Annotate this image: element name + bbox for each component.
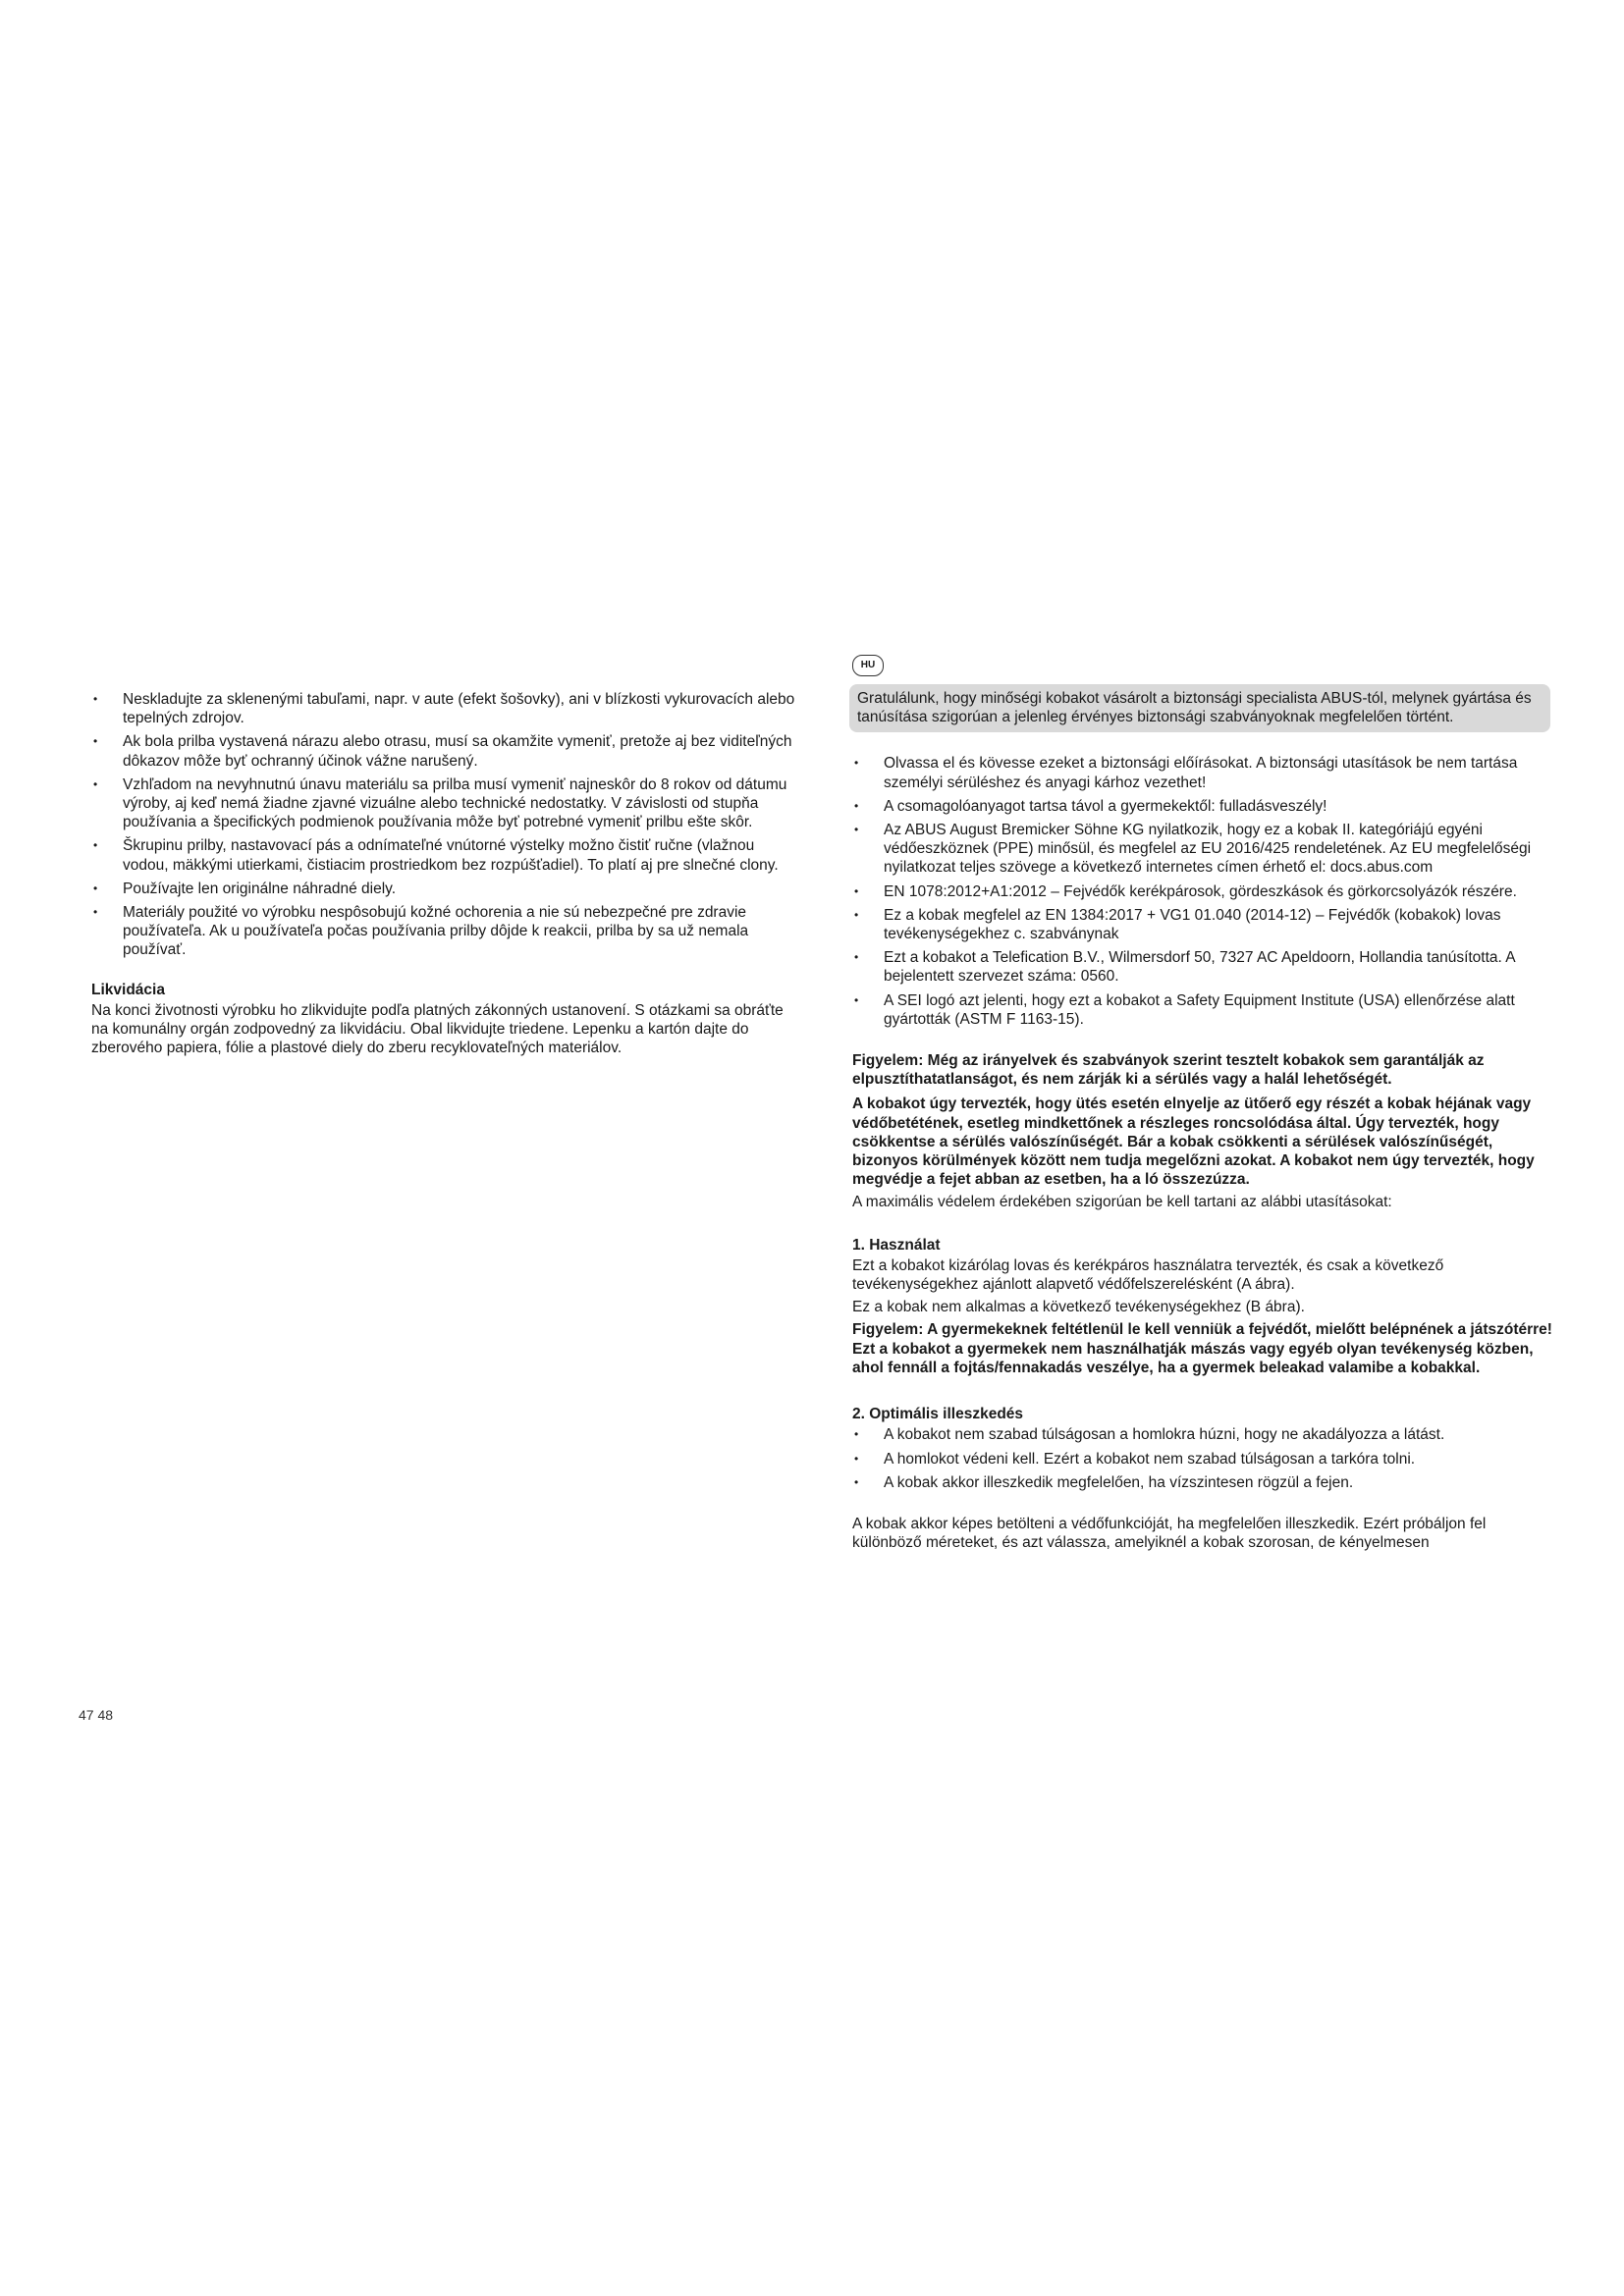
- list-item: • Ez a kobak megfelel az EN 1384:2017 + VG1 01.040 (2014-12) – Fejvédők (kobakok) lovas tevékenységekhez c. szabványnak: [852, 906, 1555, 943]
- list-item: • Olvassa el és kövesse ezeket a biztonsági előírásokat. A biztonsági utasítások be nem tartása személyi sérüléshez és anyagi kárhoz vezethet!: [852, 754, 1555, 791]
- list-item: • Materiály použité vo výrobku nespôsobujú kožné ochorenia a nie sú nebezpečné pre zdravie používateľa. Ak u používateľa počas používania prilby dôjde k reakcii, prilba by sa už nemala používať.: [91, 903, 798, 960]
- children-warning: Figyelem: A gyermekeknek feltétlenül le kell venniük a fejvédőt, mielőtt belépnének a játszótérre! Ezt a kobakot a gyermekek nem használhatják mászás vagy egyéb olyan tevékenység közben, ahol fennáll a fojtás/fennakadás veszélye, ha a gyermek beleakad valamibe a kobakkal.: [852, 1321, 1552, 1376]
- usage-text: Ezt a kobakot kizárólag lovas és kerékpáros használatra tervezték, és csak a következő tevékenységekhez ajánlott alapvető védőfelszerelésként (A ábra).: [852, 1256, 1444, 1294]
- fit-bullet-list: [852, 1425, 1555, 1492]
- max-protection-text: A maximális védelem érdekében szigorúan be kell tartani az alábbi utasításokat:: [852, 1194, 1392, 1211]
- left-bullet-list: [91, 690, 798, 960]
- list-item: • Škrupinu prilby, nastavovací pás a odnímateľné vnútorné výstelky možno čistiť ručne (vlažnou vodou, mäkkými utierkami, čistiacim prostriedkom bez rozpúšťadiel). To platí aj pre slnečné clony.: [91, 836, 798, 874]
- list-item: • A kobak akkor illeszkedik megfelelően, ha vízszintesen rögzül a fejen.: [852, 1473, 1555, 1492]
- right-column: [852, 654, 1555, 1552]
- list-item: • EN 1078:2012+A1:2012 – Fejvédők kerékpárosok, gördeszkások és görkorcsolyázók részére.: [852, 882, 1555, 901]
- page-numbers: 47 48: [79, 1707, 114, 1723]
- list-item: • Ak bola prilba vystavená nárazu alebo otrasu, musí sa okamžite vymeniť, pretože aj bez viditeľných dôkazov môže byť ochranný účinok vážne narušený.: [91, 732, 798, 770]
- list-item: • A SEI logó azt jelenti, hogy ezt a kobakot a Safety Equipment Institute (USA) ellenőrzése alatt gyártották (ASTM F 1163-15).: [852, 991, 1555, 1029]
- intro-box: [849, 684, 1550, 732]
- section-heading-usage: 1. Használat: [852, 1236, 941, 1254]
- intro-text: Gratulálunk, hogy minőségi kobakot vásárolt a biztonsági specialista ABUS-tól, melynek gyártása és tanúsítása szigorúan a jelenleg érvényes biztonsági szabványoknak megfelelően történt.: [857, 690, 1532, 726]
- list-item: • A homlokot védeni kell. Ezért a kobakot nem szabad túlságosan a tarkóra tolni.: [852, 1450, 1555, 1468]
- section-heading-fit: 2. Optimális illeszkedés: [852, 1406, 1024, 1423]
- left-column: [91, 690, 798, 1057]
- warning-text: A kobakot úgy tervezték, hogy ütés esetén elnyelje az ütőerő egy részét a kobak héjának vagy védőbetétének, esetleg mindkettőnek a részleges roncsolódása által. Úgy tervezték, hogy csökkentse a sérülés valószínűségét. Bár a kobak csökkenti a sérülések valószínűségét, bizonyos körülmények között nem tudja megelőzni azokat. A kobakot nem úgy tervezték, hogy megvédje a fejet abban az esetben, ha a ló összezúzza.: [852, 1095, 1535, 1189]
- list-item: • Vzhľadom na nevyhnutnú únavu materiálu sa prilba musí vymeniť najneskôr do 8 rokov od dátumu výroby, aj keď nemá žiadne zjavné vizuálne alebo technické nedostatky. V závislosti od stupňa používania a špecifických podmienok používania môže byť potrebné vymeniť prilbu ešte skôr.: [91, 775, 798, 832]
- disposal-text: Na konci životnosti výrobku ho zlikvidujte podľa platných zákonných ustanovení. S otázkami sa obráťte na komunálny orgán zodpovedný za likvidáciu. Obal likvidujte triedene. Lepenku a kartón dajte do zberového papiera, fólie a plastové diely do zberu recyklovateľných materiálov.: [91, 1001, 784, 1057]
- list-item: • Neskladujte za sklenenými tabuľami, napr. v aute (efekt šošovky), ani v blízkosti vykurovacích alebo tepelných zdrojov.: [91, 690, 798, 727]
- list-item: • Az ABUS August Bremicker Söhne KG nyilatkozik, hogy ez a kobak II. kategóriájú egyéni védőeszköznek (PPE) minősül, és megfelel az EU 2016/425 rendeletének. Az EU megfelelőségi nyilatkozat teljes szövege a következő internetes címen érhető el: docs.abus.com: [852, 821, 1555, 878]
- fit-text: A kobak akkor képes betölteni a védőfunkcióját, ha megfelelően illeszkedik. Ezért próbáljon fel különböző méreteket, és azt válassza, amelyiknél a kobak szorosan, de kényelmesen: [852, 1515, 1487, 1552]
- list-item: • Používajte len originálne náhradné diely.: [91, 880, 798, 898]
- list-item: • Ezt a kobakot a Telefication B.V., Wilmersdorf 50, 7327 AC Apeldoorn, Hollandia tanúsította. A bejelentett szervezet száma: 0560.: [852, 948, 1555, 986]
- list-item: • A csomagolóanyagot tartsa távol a gyermekektől: fulladásveszély!: [852, 797, 1555, 816]
- usage-text: Ez a kobak nem alkalmas a következő tevékenységekhez (B ábra).: [852, 1299, 1305, 1316]
- list-item: • A kobakot nem szabad túlságosan a homlokra húzni, hogy ne akadályozza a látást.: [852, 1425, 1555, 1444]
- safety-bullet-list: [852, 754, 1555, 1029]
- warning-text: Figyelem: Még az irányelvek és szabványok szerint tesztelt kobakok sem garantálják az elpusztíthatatlanságot, és nem zárják ki a sérülés vagy a halál lehetőségét.: [852, 1052, 1485, 1089]
- disposal-heading: Likvidácia: [91, 981, 165, 998]
- language-badge: HU: [852, 655, 884, 676]
